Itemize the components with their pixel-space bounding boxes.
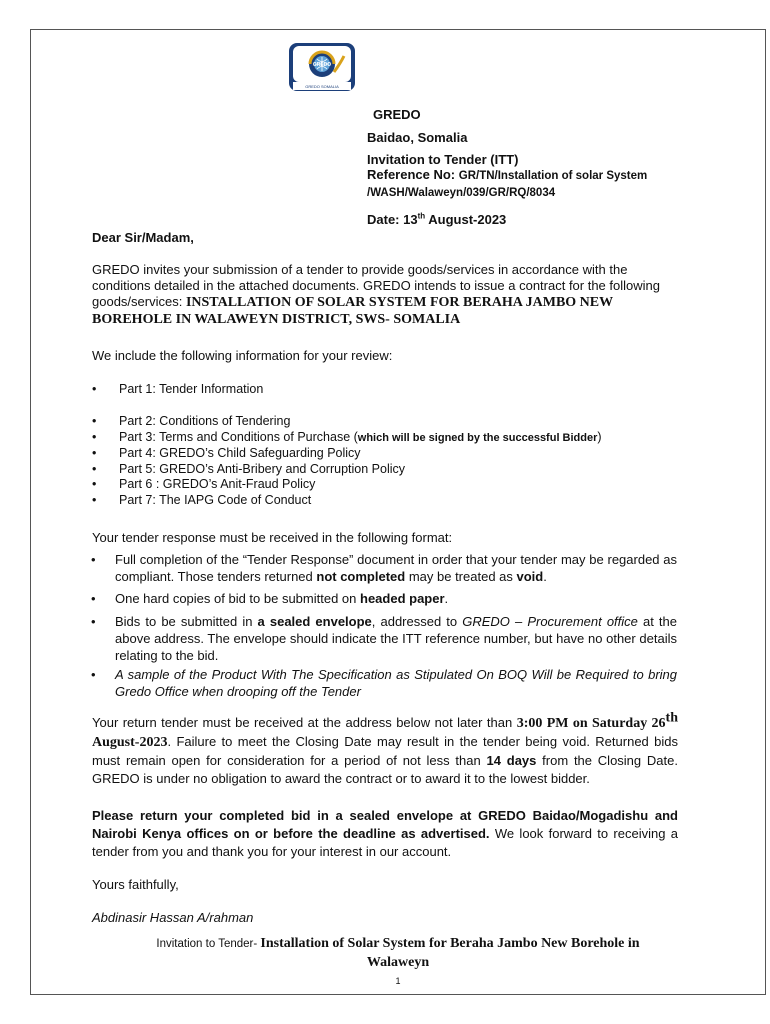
reference-number: Reference No: GR/TN/Installation of solar System /WASH/Walaweyn/039/GR/RQ/8034 [367,167,648,199]
format-item-headed-paper: • One hard copies of bid to be submitted on headed paper. [91,591,449,606]
format-item-completion: • Full completion of the “Tender Response” document in order that your tender may be regarded as compliant. Those tenders returned not completed may be treated as void. [91,552,677,584]
list-item: • Part 2: Conditions of Tendering [119,414,602,430]
format-intro: Your tender response must be received in the following format: [92,530,453,545]
intro-paragraph: GREDO invites your submission of a tender to provide goods/services in accordance with the conditions detailed in the attached documents. GREDO intends to issue a contract for the following goods/services: INSTALLATION OF SOLAR SYSTEM FOR BERAHA JAMBO NEW BOREHOLE IN WALAWEYN DISTRICT, SWS- SOMALIA [92,262,660,327]
list-item: • Part 4: GREDO’s Child Safeguarding Policy [119,446,602,462]
return-paragraph: Your return tender must be received at the address below not later than 3:00 PM on Saturday 26th August-2023. Failure to meet the Closing Date may result in the tender being void. Returned bids must remain open for consideration for a period of not less than 14 days from the Closing Date. GREDO is under no obligation to award the contract or to award it to the lowest bidder. [92,710,678,786]
svg-text:GREDO: GREDO [312,62,332,68]
include-intro: We include the following information for your review: [92,348,393,363]
project-title: INSTALLATION OF SOLAR SYSTEM FOR BERAHA JAMBO NEW BOREHOLE IN WALAWEYN DISTRICT, SWS- SOMALIA [92,295,613,327]
gredo-logo [288,42,356,92]
list-item: • Part 7: The IAPG Code of Conduct [119,493,602,509]
org-location: Baidao, Somalia [367,130,468,145]
list-item: • Part 1: Tender Information [119,382,263,398]
signatory: Abdinasir Hassan A/rahman [92,910,254,925]
date: Date: 13th August-2023 [367,211,507,227]
svg-text:GREDO SOMALIA: GREDO SOMALIA [305,84,339,89]
format-item-sealed-envelope: • Bids to be submitted in a sealed envelope, addressed to GREDO – Procurement office at the above address. The envelope should indicate the ITT reference number, but have no other details relating to the bid. [91,614,678,663]
salutation: Dear Sir/Madam, [92,230,194,245]
format-item-sample: • A sample of the Product With The Specification as Stipulated On BOQ Will be Required to bring Gredo Office when drooping off the Tender [91,667,677,699]
parts-list-first [119,382,263,398]
parts-list [119,414,602,508]
page-number: 1 [395,976,401,986]
list-item: • Part 3: Terms and Conditions of Purchase (which will be signed by the successful Bidder) [119,430,602,447]
closing: Yours faithfully, [92,877,179,892]
footer-title: Invitation to Tender- Installation of Solar System for Beraha Jambo New Borehole in Walaweyn [156,936,640,970]
itt-title: Invitation to Tender (ITT) [367,152,519,167]
list-item: • Part 6 : GREDO’s Anit-Fraud Policy [119,477,602,493]
please-return-paragraph: Please return your completed bid in a sealed envelope at GREDO Baidao/Mogadishu and Nairobi Kenya offices on or before the deadline as advertised. We look forward to receiving a tender from you and thank you for your interest in our account. [92,808,678,859]
org-name: GREDO [373,107,421,122]
list-item: • Part 5: GREDO’s Anti-Bribery and Corruption Policy [119,462,602,478]
